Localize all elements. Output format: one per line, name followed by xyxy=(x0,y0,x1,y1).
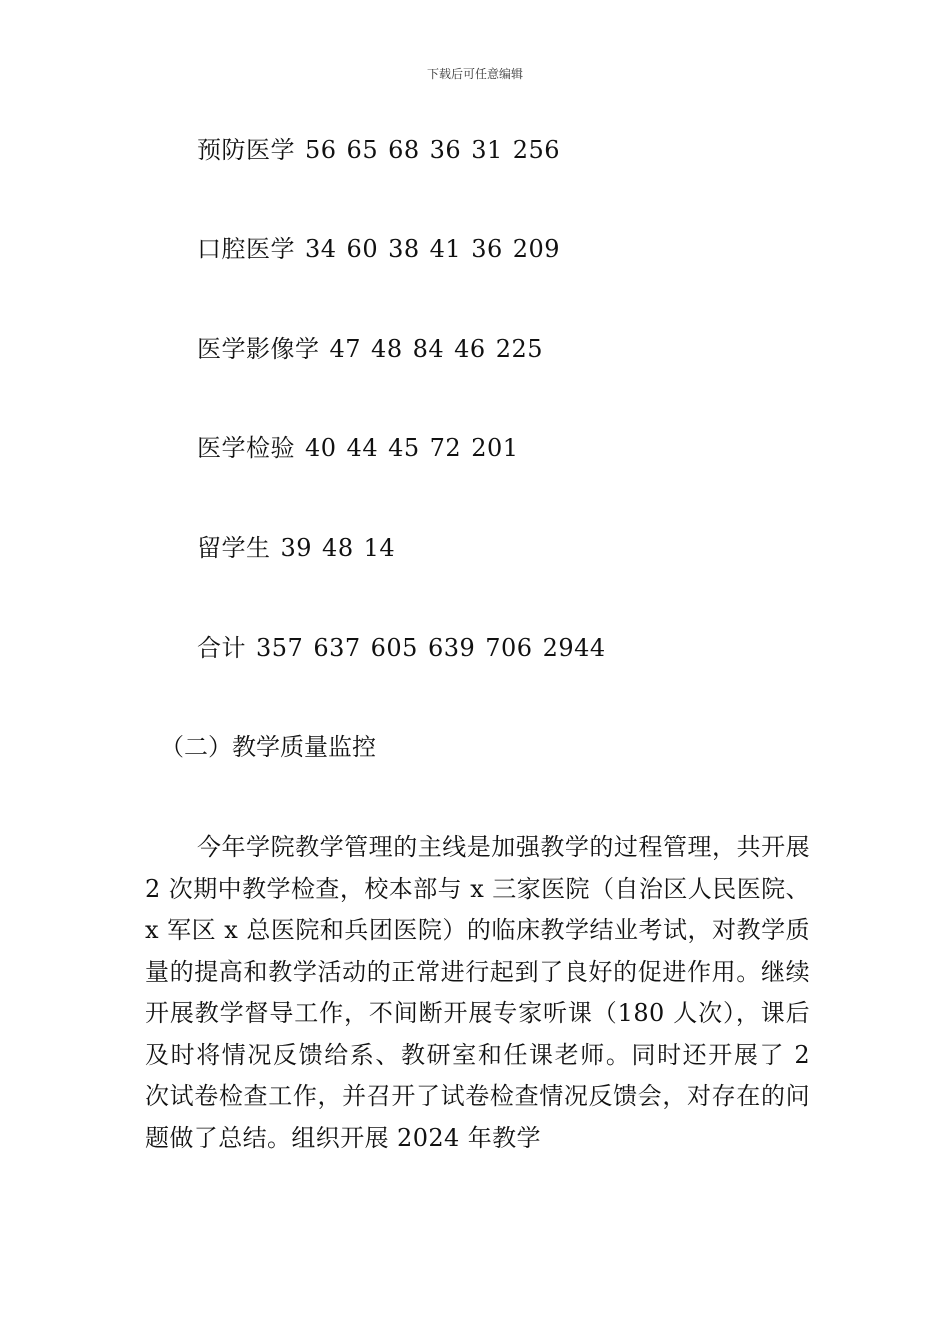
row-value: 209 xyxy=(512,235,561,263)
row-value: 41 xyxy=(429,235,462,263)
row-value: 357 xyxy=(256,634,304,662)
row-value: 706 xyxy=(485,634,533,662)
row-label: 合计 xyxy=(197,634,246,662)
row-value: 56 xyxy=(305,136,337,164)
row-value: 31 xyxy=(471,136,503,164)
row-value: 201 xyxy=(471,434,519,462)
row-label: 口腔医学 xyxy=(197,235,295,263)
row-label: 医学检验 xyxy=(197,434,295,462)
table-row xyxy=(197,234,560,264)
row-value: 225 xyxy=(495,335,543,363)
row-value: 2944 xyxy=(542,634,606,662)
row-value: 637 xyxy=(313,634,361,662)
row-label: 医学影像学 xyxy=(197,335,320,363)
row-value: 68 xyxy=(388,136,420,164)
table-row xyxy=(197,433,519,463)
row-value: 84 xyxy=(412,335,445,363)
table-row xyxy=(197,334,543,364)
row-value: 14 xyxy=(363,534,396,562)
row-value: 46 xyxy=(454,335,486,363)
table-row xyxy=(197,533,395,563)
row-label: 留学生 xyxy=(197,534,271,562)
row-value: 256 xyxy=(512,136,561,164)
row-label: 预防医学 xyxy=(197,136,295,164)
row-value: 60 xyxy=(346,235,379,263)
row-value: 48 xyxy=(371,335,403,363)
row-value: 36 xyxy=(429,136,462,164)
row-value: 65 xyxy=(346,136,379,164)
row-value: 44 xyxy=(346,434,379,462)
row-value: 48 xyxy=(322,534,354,562)
row-value: 34 xyxy=(305,235,337,263)
row-value: 39 xyxy=(280,534,313,562)
row-value: 639 xyxy=(427,634,476,662)
row-value: 605 xyxy=(370,634,418,662)
row-value: 36 xyxy=(471,235,503,263)
row-value: 40 xyxy=(305,434,337,462)
row-value: 72 xyxy=(429,434,462,462)
row-value: 45 xyxy=(388,434,420,462)
section-heading: （二）教学质量监控 xyxy=(160,733,376,761)
page-header: 下载后可任意编辑 xyxy=(426,67,523,81)
table-row xyxy=(197,135,560,165)
row-value: 38 xyxy=(388,235,420,263)
table-row-total xyxy=(197,633,606,663)
row-value: 47 xyxy=(329,335,362,363)
body-paragraph: 今年学院教学管理的主线是加强教学的过程管理，共开展 2 次期中教学检查，校本部与 x 三家医院（自治区人民医院、x 军区 x 总医院和兵团医院）的临床教学结业考试，对教学质量的提高和教学活动的正常进行起到了良好的促进作用。继续开展教学督导工作，不间断开展专家听课（180 人次），课后及时将情况反馈给系、教研室和任课老师。同时还开展了 2 次试卷检查工作，并召开了试卷检查情况反馈会，对存在的问题做了总结。组织开展 2024 年教学 xyxy=(145,833,810,1152)
